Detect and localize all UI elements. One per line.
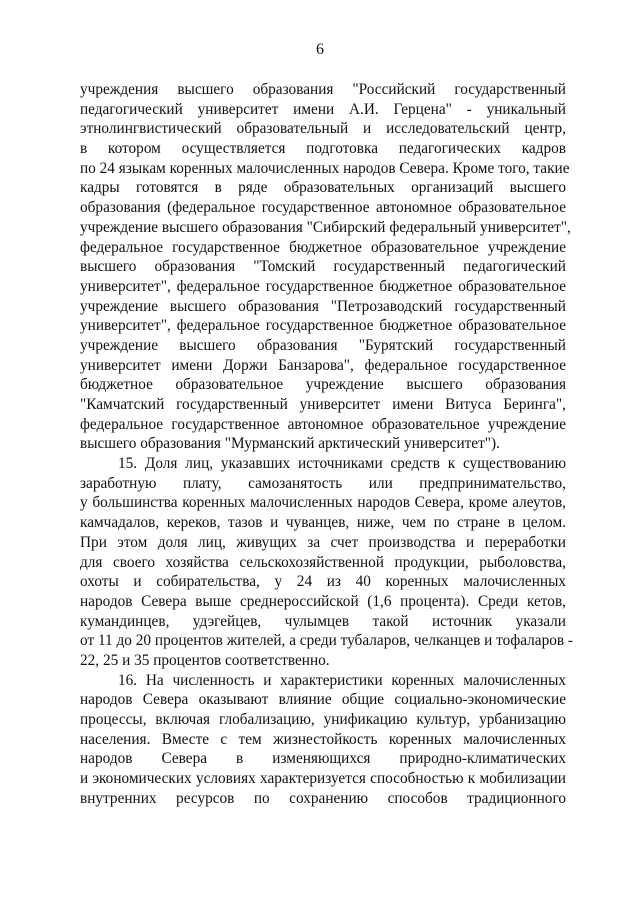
text-line: народов Севера оказывают влияние общие социально-экономические [80, 691, 566, 709]
text-line: охоты и собирательства, у 24 из 40 коренных малочисленных [80, 573, 566, 591]
text-line: бюджетное образовательное учреждение высшего образования [80, 376, 566, 394]
text-line: внутренних ресурсов по сохранению способов традиционного [80, 789, 566, 807]
text-line: университет", федеральное государственное бюджетное образовательное [80, 317, 566, 335]
text-line: высшего образования "Томский государственный педагогический [80, 258, 566, 276]
text-line: федеральное государственное автономное образовательное учреждение [80, 415, 566, 433]
text-line: для своего хозяйства сельскохозяйственной продукции, рыболовства, [80, 553, 566, 571]
text-line: университет имени Доржи Банзарова", федеральное государственное [80, 356, 566, 374]
text-line: учреждения высшего образования "Российский государственный [80, 81, 566, 98]
text-line: камчадалов, кереков, тазов и чуванцев, ниже, чем по стране в целом. [80, 514, 566, 532]
text-line: народов Севера выше среднероссийской (1,6 процента). Среди кетов, [80, 592, 566, 610]
text-line: народов Севера в изменяющихся природно-климатических [80, 750, 566, 768]
text-line: и экономических условиях характеризуется способностью к мобилизации [80, 770, 566, 788]
paragraph-16-first-line: 16. На численность и характеристики коренных малочисленных [118, 671, 566, 689]
text-line: При этом доля лиц, живущих за счет производства и переработки [80, 533, 566, 551]
text-line: процессы, включая глобализацию, унификацию культур, урбанизацию [80, 711, 566, 728]
text-line: учреждение высшего образования "Сибирский федеральный университет", [80, 218, 571, 236]
text-line: учреждение высшего образования "Бурятский государственный [80, 336, 566, 354]
text-line: по 24 языкам коренных малочисленных народов Севера. Кроме того, такие [80, 159, 570, 177]
body-text [80, 80, 574, 808]
text-line: учреждение высшего образования "Петрозаводский государственный [80, 297, 566, 315]
text-line: в котором осуществляется подготовка педагогических кадров [80, 140, 566, 158]
text-line: кадры готовятся в ряде образовательных организаций высшего [80, 179, 566, 197]
text-line: высшего образования "Мурманский арктический университет"). [80, 435, 500, 453]
paragraph-15-first-line: 15. Доля лиц, указавших источниками средств к существованию [118, 455, 566, 473]
text-line: "Камчатский государственный университет имени Витуса Беринга", [80, 396, 566, 413]
text-line: федеральное государственное бюджетное образовательное учреждение [80, 238, 566, 256]
text-line: 22, 25 и 35 процентов соответственно. [80, 651, 330, 669]
text-line: кумандинцев, удэгейцев, чулымцев такой источник указали [80, 612, 566, 630]
page-number: 6 [316, 41, 324, 58]
text-line: от 11 до 20 процентов жителей, а среди тубаларов, челканцев и тофаларов - [80, 632, 574, 650]
text-line: университет", федеральное государственное бюджетное образовательное [80, 277, 566, 295]
text-line: этнолингвистический образовательный и исследовательский центр, [80, 120, 566, 138]
text-line: населения. Вместе с тем жизнестойкость коренных малочисленных [80, 730, 566, 748]
text-line: педагогический университет имени А.И. Герцена" - уникальный [80, 100, 566, 118]
text-line: образования (федеральное государственное автономное образовательное [80, 199, 566, 217]
text-line: у большинства коренных малочисленных народов Севера, кроме алеутов, [80, 494, 566, 512]
text-line: заработную плату, самозанятость или предпринимательство, [80, 474, 566, 492]
